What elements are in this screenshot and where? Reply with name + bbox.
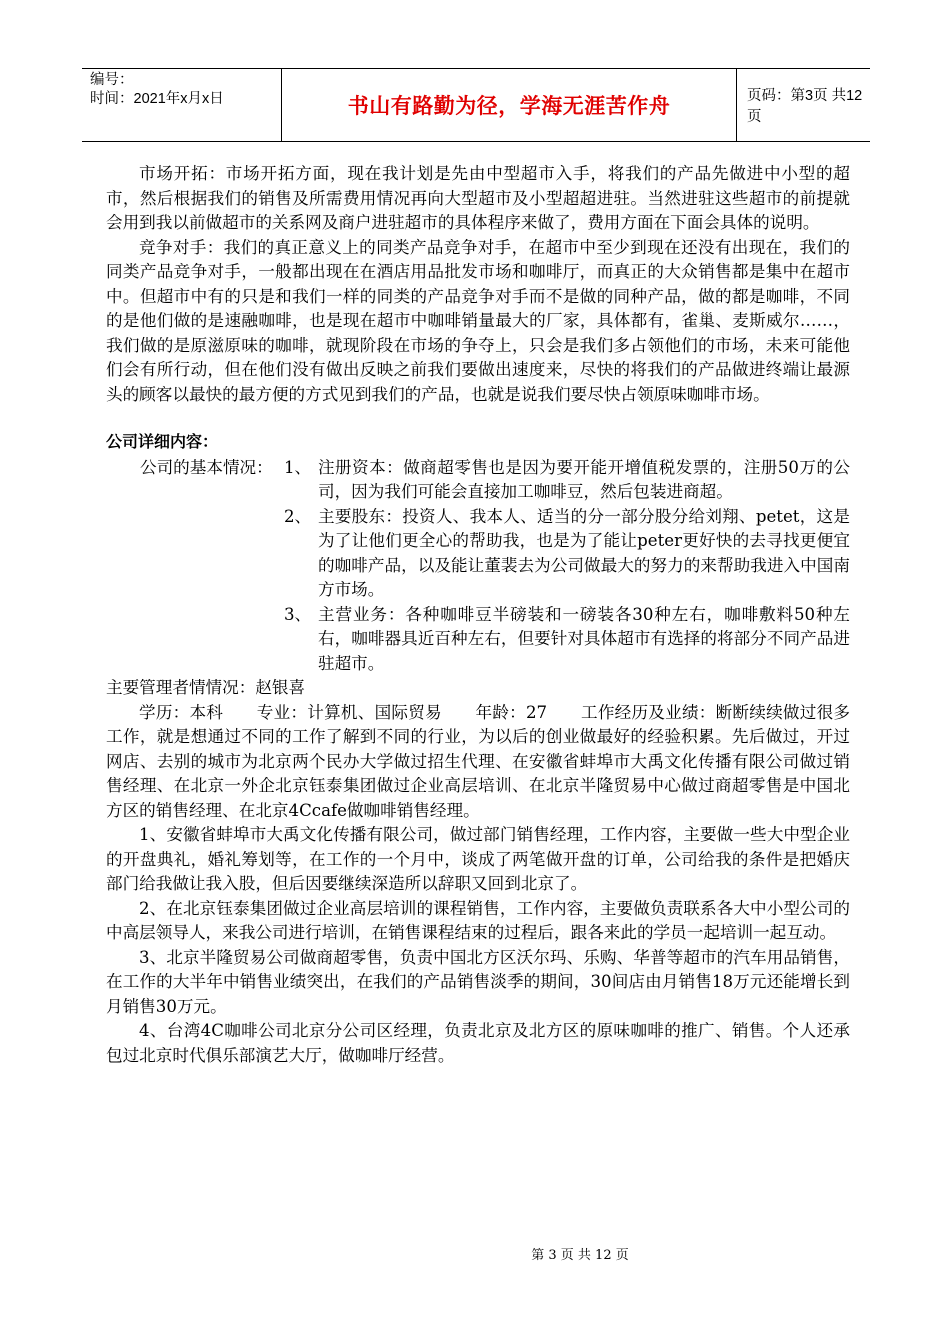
header-page-info: 页码：第3页 共12页 xyxy=(747,88,863,125)
experience-paragraph: 2、在北京钰泰集团做过企业高层培训的课程销售，工作内容，主要做负责联系各大中小型公司的中高层领导人，来我公司进行培训，在销售课程结束的过程后，跟各来此的学员一起培训一起互动。 xyxy=(106,898,850,942)
page-footer: 第 3 页 共 12 页 xyxy=(531,1248,629,1263)
list-item-number: 3、 xyxy=(284,604,312,624)
page-header xyxy=(82,68,870,142)
list-item-text: 主营业务：各种咖啡豆半磅装和一磅装各30种左右，咖啡敷料50种左右，咖啡器具近百种左右，但要针对具体超市有选择的将部分不同产品进驻超市。 xyxy=(318,604,850,673)
paragraph-competitors: 竞争对手：我们的真正意义上的同类产品竞争对手，在超市中至少到现在还没有出现在，我们的同类产品竞争对手，一般都出现在在酒店用品批发市场和咖啡厅，而真正的大众销售都是集中在超市中。但超市中有的只是和我们一样的同类的产品竞争对手而不是做的同种产品，做的都是咖啡，不同的是他们做的是速融咖啡，也是现在超市中咖啡销量最大的厂家，具体都有，雀巢、麦斯威尔……，我们做的是原滋原味的咖啡，就现阶段在市场的争夺上，只会是我们多占领他们的市场，未来可能他们会有所行动，但在他们没有做出反映之前我们要做出速度来，尽快的将我们的产品做进终端让最源头的顾客以最快的最方便的方式见到我们的产品，也就是说我们要尽快占领原味咖啡市场。 xyxy=(106,237,850,404)
header-meta xyxy=(82,69,282,141)
experience-paragraph: 1、安徽省蚌埠市大禹文化传播有限公司，做过部门销售经理，工作内容，主要做一些大中型企业的开盘典礼，婚礼筹划等，在工作的一个月中，谈成了两笔做开盘的订单，公司给我的条件是把婚庆部门给我做让我入股，但后因要继续深造所以辞职又回到北京了。 xyxy=(106,825,850,893)
header-number-label: 编号： xyxy=(90,72,134,88)
company-basic-info xyxy=(106,456,850,677)
list-item-text: 注册资本：做商超零售也是因为要开能开增值税发票的，注册50万的公司，因为我们可能会直接加工咖啡豆，然后包装进商超。 xyxy=(318,457,850,501)
list-item xyxy=(284,603,850,677)
list-item-number: 1、 xyxy=(284,457,312,477)
list-item xyxy=(284,456,850,505)
experience-paragraph: 4、台湾4C咖啡公司北京分公司区经理，负责北京及北方区的原味咖啡的推广、销售。个人还承包过北京时代俱乐部演艺大厅，做咖啡厅经营。 xyxy=(106,1021,850,1065)
basic-info-list xyxy=(284,456,850,677)
list-item-text: 主要股东：投资人、我本人、适当的分一部分股分给刘翔、petet，这是为了让他们更全心的帮助我，也是为了能让peter更好快的去寻找更便宜的咖啡产品，以及能让董裴去为公司做最大的努力的来帮助我进入中国南方市场。 xyxy=(318,506,850,599)
manager-detail: 学历：本科 专业：计算机、国际贸易 年龄：27 工作经历及业绩：断断续续做过很多工作，就是想通过不同的工作了解到不同的行业，为以后的创业做最好的经验积累。先后做过，开过网店、去别的城市为北京两个民办大学做过招生代理、在安徽省蚌埠市大禹文化传播有限公司做过销售经理、在北京一外企北京钰泰集团做过企业高层培训、在北京半隆贸易中心做过商超零售是中国北方区的销售经理、在北京4Ccafe做咖啡销售经理。 xyxy=(106,702,850,820)
section-title-company: 公司详细内容： xyxy=(106,434,219,451)
list-item-number: 2、 xyxy=(284,506,312,526)
header-time-label: 时间：2021年x月x日 xyxy=(90,91,224,107)
paragraph-market-development: 市场开拓：市场开拓方面，现在我计划是先由中型超市入手，将我们的产品先做进中小型的超市，然后根据我们的销售及所需费用情况再向大型超市及小型超超进驻。当然进驻这些超市的前提就会用到我以前做超市的关系网及商户进驻超市的具体程序来做了，费用方面在下面会具体的说明。 xyxy=(106,164,850,232)
header-slogan: 书山有路勤为径，学海无涯苦作舟 xyxy=(282,69,737,141)
manager-line: 主要管理者情情况：赵银喜 xyxy=(106,678,306,697)
list-item xyxy=(284,505,850,603)
experience-paragraph: 3、北京半隆贸易公司做商超零售，负责中国北方区沃尔玛、乐购、华普等超市的汽车用品销售，在工作的大半年中销售业绩突出，在我们的产品销售淡季的期间，30间店由月销售18万元还能增长到月销售30万元。 xyxy=(106,947,850,1016)
section-spacer xyxy=(106,407,850,431)
basic-info-label: 公司的基本情况： xyxy=(140,457,273,477)
document-body xyxy=(106,162,850,1068)
